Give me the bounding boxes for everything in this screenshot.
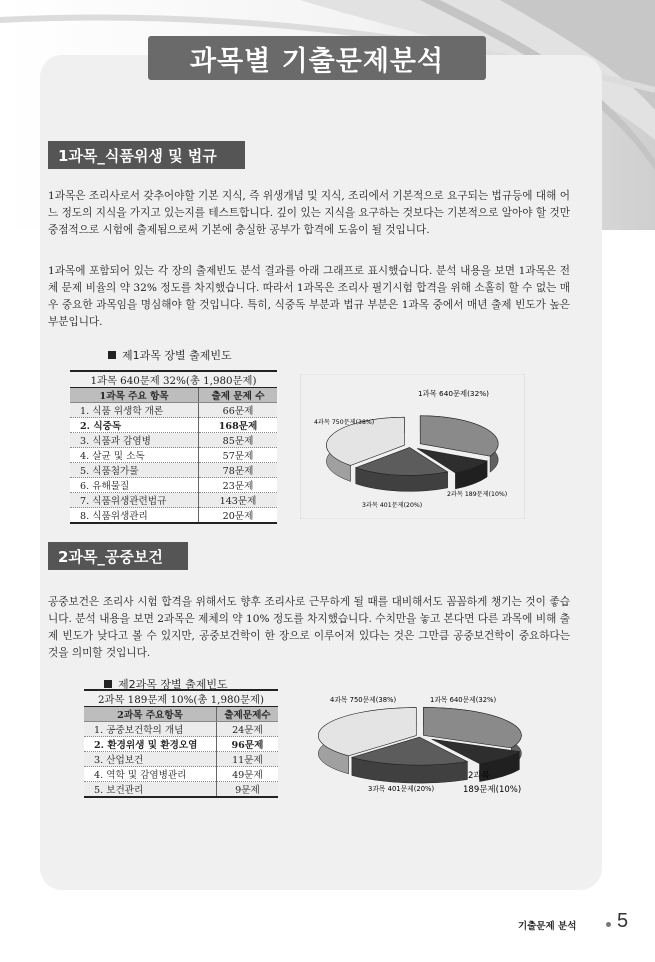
page-title-banner — [148, 36, 486, 80]
column-header-count: 출제문제수 — [216, 707, 278, 722]
page-number: 5 — [617, 910, 629, 932]
table-row — [70, 418, 277, 433]
table-cell-count: 96문제 — [216, 737, 278, 752]
table-row — [84, 782, 278, 798]
table-row — [70, 508, 277, 524]
table-summary: 1과목 640문제 32%(총 1,980문제) — [70, 371, 277, 388]
section2-pie-svg — [300, 682, 550, 800]
section1-frequency-table — [70, 370, 277, 524]
table-cell-item: 5. 보건관리 — [84, 782, 216, 798]
section1-pie-chart — [300, 374, 525, 519]
column-header-item: 2과목 주요항목 — [84, 707, 216, 722]
table-cell-count: 143문제 — [199, 493, 277, 508]
section2-pie-chart — [300, 682, 550, 800]
table-cell-count: 20문제 — [199, 508, 277, 524]
table-cell-count: 85문제 — [199, 433, 277, 448]
table-cell-item: 4. 역학 및 감염병관리 — [84, 767, 216, 782]
table-cell-count: 168문제 — [199, 418, 277, 433]
table-cell-item: 8. 식품위생관리 — [70, 508, 199, 524]
section1-table-caption — [108, 347, 232, 363]
table-cell-item: 2. 환경위생 및 환경오염 — [84, 737, 216, 752]
table-cell-count: 78문제 — [199, 463, 277, 478]
page-title: 과목별 기출문제분석 — [189, 45, 445, 77]
column-header-item: 1과목 주요 항목 — [70, 388, 199, 403]
table-cell-item: 3. 식품과 감염병 — [70, 433, 199, 448]
table-row — [84, 767, 278, 782]
table-row — [84, 722, 278, 737]
pie-label: 4과목 750문제(38%) — [330, 696, 397, 704]
pie-label: 2과목 — [468, 771, 490, 781]
bullet-square-icon — [104, 680, 112, 688]
table-row — [70, 448, 277, 463]
section1-pie-svg — [300, 374, 525, 519]
table-row — [84, 752, 278, 767]
table-row — [70, 478, 277, 493]
section1-table-caption-text: 제1과목 장별 출제빈도 — [122, 349, 232, 362]
table-cell-count: 24문제 — [216, 722, 278, 737]
table-cell-item: 7. 식품위생관련법규 — [70, 493, 199, 508]
table-summary: 2과목 189문제 10%(총 1,980문제) — [84, 690, 278, 707]
table-row — [70, 493, 277, 508]
table-cell-count: 57문제 — [199, 448, 277, 463]
pie-label: 2과목 189문제(10%) — [447, 491, 508, 498]
section2-table-caption-text: 제2과목 장별 출제빈도 — [118, 678, 228, 691]
section1-paragraph2: 1과목에 포함되어 있는 각 장의 출제빈도 분석 결과를 아래 그래프로 표시했습니다. 분석 내용을 보면 1과목은 전체 문제 비율의 약 32% 정도를 차지했습니다. 따라서 1과목은 조리사 필기시험 합격을 위해 소홀히 할 수 없는 매우 중요한 과목임을 명심해야 할 것입니다. 특히, 식중독 부분과 법규 부분은 1과목 중에서 매년 출제 빈도가 높은 부분입니다. — [48, 265, 570, 328]
pie-label: 1과목 640문제(32%) — [430, 696, 497, 704]
section2-frequency-table — [84, 689, 278, 798]
table-row — [70, 433, 277, 448]
pie-label: 3과목 401문제(20%) — [362, 502, 423, 509]
table-row — [70, 403, 277, 418]
bullet-square-icon — [108, 351, 116, 359]
table-cell-count: 23문제 — [199, 478, 277, 493]
bullet-dot-icon — [606, 922, 611, 927]
section2-heading: 2과목_공중보건 — [48, 542, 188, 570]
table-cell-count: 9문제 — [216, 782, 278, 798]
table-cell-count: 49문제 — [216, 767, 278, 782]
table-row — [70, 463, 277, 478]
table-cell-item: 3. 산업보건 — [84, 752, 216, 767]
table-cell-item: 1. 식품 위생학 개론 — [70, 403, 199, 418]
column-header-count: 출제 문제 수 — [199, 388, 277, 403]
pie-label: 4과목 750문제(38%) — [314, 419, 375, 426]
table-cell-item: 5. 식품첨가물 — [70, 463, 199, 478]
table-cell-item: 2. 식중독 — [70, 418, 199, 433]
pie-label: 1과목 640문제(32%) — [418, 389, 489, 398]
table-cell-item: 1. 공중보건학의 개념 — [84, 722, 216, 737]
footer-label: 기출문제 분석 — [518, 921, 577, 932]
table-cell-count: 11문제 — [216, 752, 278, 767]
pie-label: 189문제(10%) — [463, 785, 522, 795]
table-row — [84, 737, 278, 752]
table-cell-count: 66문제 — [199, 403, 277, 418]
section1-paragraph1: 1과목은 조리사로서 갖추어야할 기본 지식, 즉 위생개념 및 지식, 조리에서 기본적으로 요구되는 법규등에 대해 어느 정도의 지식을 가지고 있는지를 테스트합니다. 깊이 있는 지식을 요구하는 것보다는 기본적으로 알아야 할 것만 중점적으로 시험에 출제됨으로써 기본에 충실한 공부가 합격에 도움이 될 것입니다. — [48, 190, 570, 236]
table-cell-item: 4. 살균 및 소독 — [70, 448, 199, 463]
section2-paragraph: 공중보건은 조리사 시험 합격을 위해서도 향후 조리사로 근무하게 될 때를 대비해서도 꼼꼼하게 챙기는 것이 좋습니다. 분석 내용을 보면 2과목은 제체의 약 10% 정도를 차지했습니다. 수치만을 놓고 본다면 다른 과목에 비해 출제 빈도가 낮다고 볼 수 있지만, 공중보건학이 한 장으로 이루어져 있다는 것은 그만큼 공중보건학이 중요하다는 것을 의미할 것입니다. — [48, 596, 570, 659]
table-cell-item: 6. 유해물질 — [70, 478, 199, 493]
pie-label: 3과목 401문제(20%) — [368, 785, 435, 793]
section1-heading: 1과목_식품위생 및 법규 — [48, 141, 245, 169]
